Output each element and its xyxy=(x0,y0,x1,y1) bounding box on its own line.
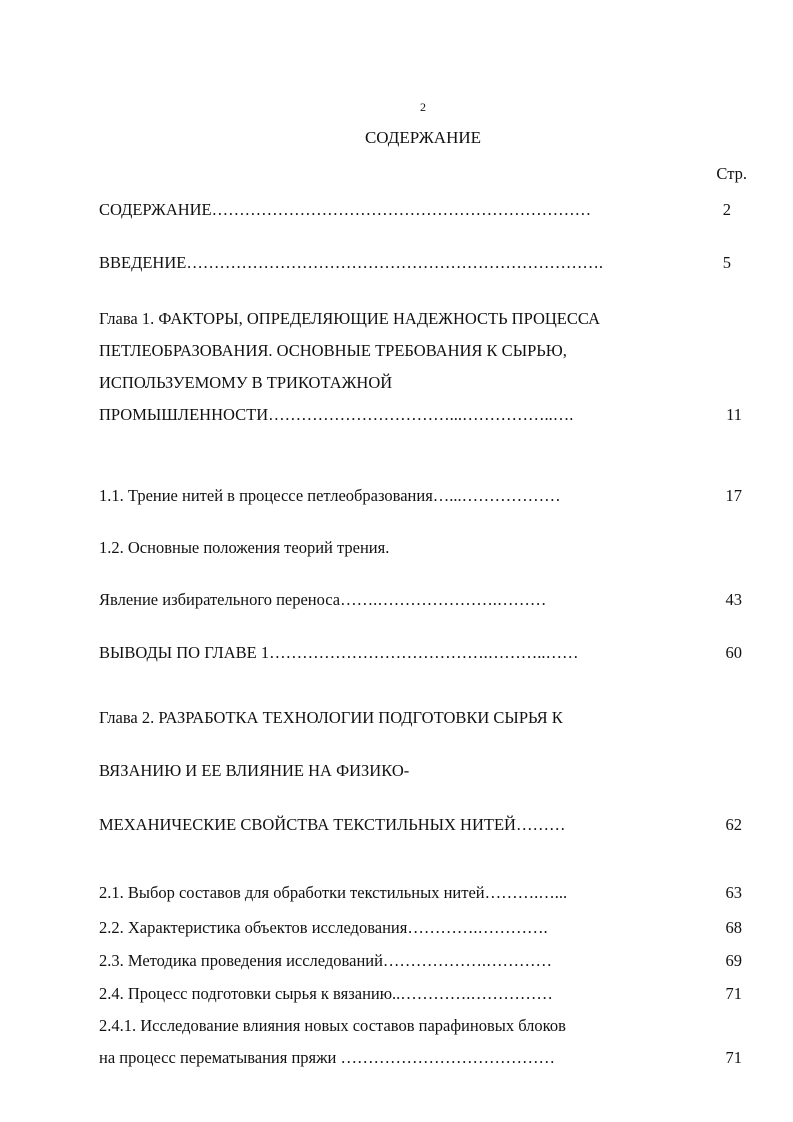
page-title: СОДЕРЖАНИЕ xyxy=(364,128,482,147)
toc-entry-selective-transfer: Явление избирательного переноса…….………………….……… xyxy=(99,590,547,609)
toc-page-1-1: 17 xyxy=(725,486,742,505)
toc-page-chapter2: 62 xyxy=(725,815,742,834)
toc-page-2-2: 68 xyxy=(725,918,742,937)
toc-entry-2-1: 2.1. Выбор составов для обработки текстильных нитей……….…... xyxy=(99,883,568,902)
toc-entry-1-2: 1.2. Основные положения теорий трения. xyxy=(99,538,390,557)
toc-page-selective-transfer: 43 xyxy=(725,590,742,609)
toc-entry-2-4-1-line1: 2.4.1. Исследование влияния новых составов парафиновых блоков xyxy=(99,1016,566,1035)
toc-entry-contents: СОДЕРЖАНИЕ…………………………………………………………… xyxy=(99,200,592,219)
page-column-label: Стр. xyxy=(716,164,747,183)
toc-chapter1-line2: ПЕТЛЕОБРАЗОВАНИЯ. ОСНОВНЫЕ ТРЕБОВАНИЯ К СЫРЬЮ, xyxy=(99,341,567,360)
toc-page-introduction: 5 xyxy=(722,253,731,272)
toc-chapter2-line3: МЕХАНИЧЕСКИЕ СВОЙСТВА ТЕКСТИЛЬНЫХ НИТЕЙ……… xyxy=(99,815,566,834)
toc-page-chapter1: 11 xyxy=(726,405,742,424)
toc-page-conclusions-1: 60 xyxy=(725,643,742,662)
toc-entry-1-1: 1.1. Трение нитей в процессе петлеобразования…...……………… xyxy=(99,486,561,505)
toc-entry-2-4: 2.4. Процесс подготовки сырья к вязанию..………….…………… xyxy=(99,984,553,1003)
toc-page-2-3: 69 xyxy=(725,951,742,970)
toc-chapter1-line1: Глава 1. ФАКТОРЫ, ОПРЕДЕЛЯЮЩИЕ НАДЕЖНОСТЬ ПРОЦЕССА xyxy=(99,309,600,328)
toc-chapter2-line1: Глава 2. РАЗРАБОТКА ТЕХНОЛОГИИ ПОДГОТОВКИ СЫРЬЯ К xyxy=(99,708,563,727)
toc-entry-introduction: ВВЕДЕНИЕ…………………………………………………………………. xyxy=(99,253,603,272)
toc-entry-2-2: 2.2. Характеристика объектов исследования………….…………. xyxy=(99,918,548,937)
toc-entry-2-4-1-line2: на процесс перематывания пряжи ………………………………… xyxy=(99,1048,555,1067)
toc-entry-conclusions-1: ВЫВОДЫ ПО ГЛАВЕ 1………………………………….………..…… xyxy=(99,643,579,662)
toc-page-2-4: 71 xyxy=(725,984,742,1003)
toc-page-2-4-1: 71 xyxy=(725,1048,742,1067)
toc-chapter1-line3: ИСПОЛЬЗУЕМОМУ В ТРИКОТАЖНОЙ xyxy=(99,373,393,392)
toc-entry-2-3: 2.3. Методика проведения исследований……………….………… xyxy=(99,951,553,970)
toc-page-contents: 2 xyxy=(722,200,731,219)
toc-chapter2-line2: ВЯЗАНИЮ И ЕЕ ВЛИЯНИЕ НА ФИЗИКО- xyxy=(99,761,410,780)
toc-page-2-1: 63 xyxy=(725,883,742,902)
toc-chapter1-line4: ПРОМЫШЛЕННОСТИ……………………………...……………..…. xyxy=(99,405,574,424)
page-number: 2 xyxy=(420,100,426,114)
